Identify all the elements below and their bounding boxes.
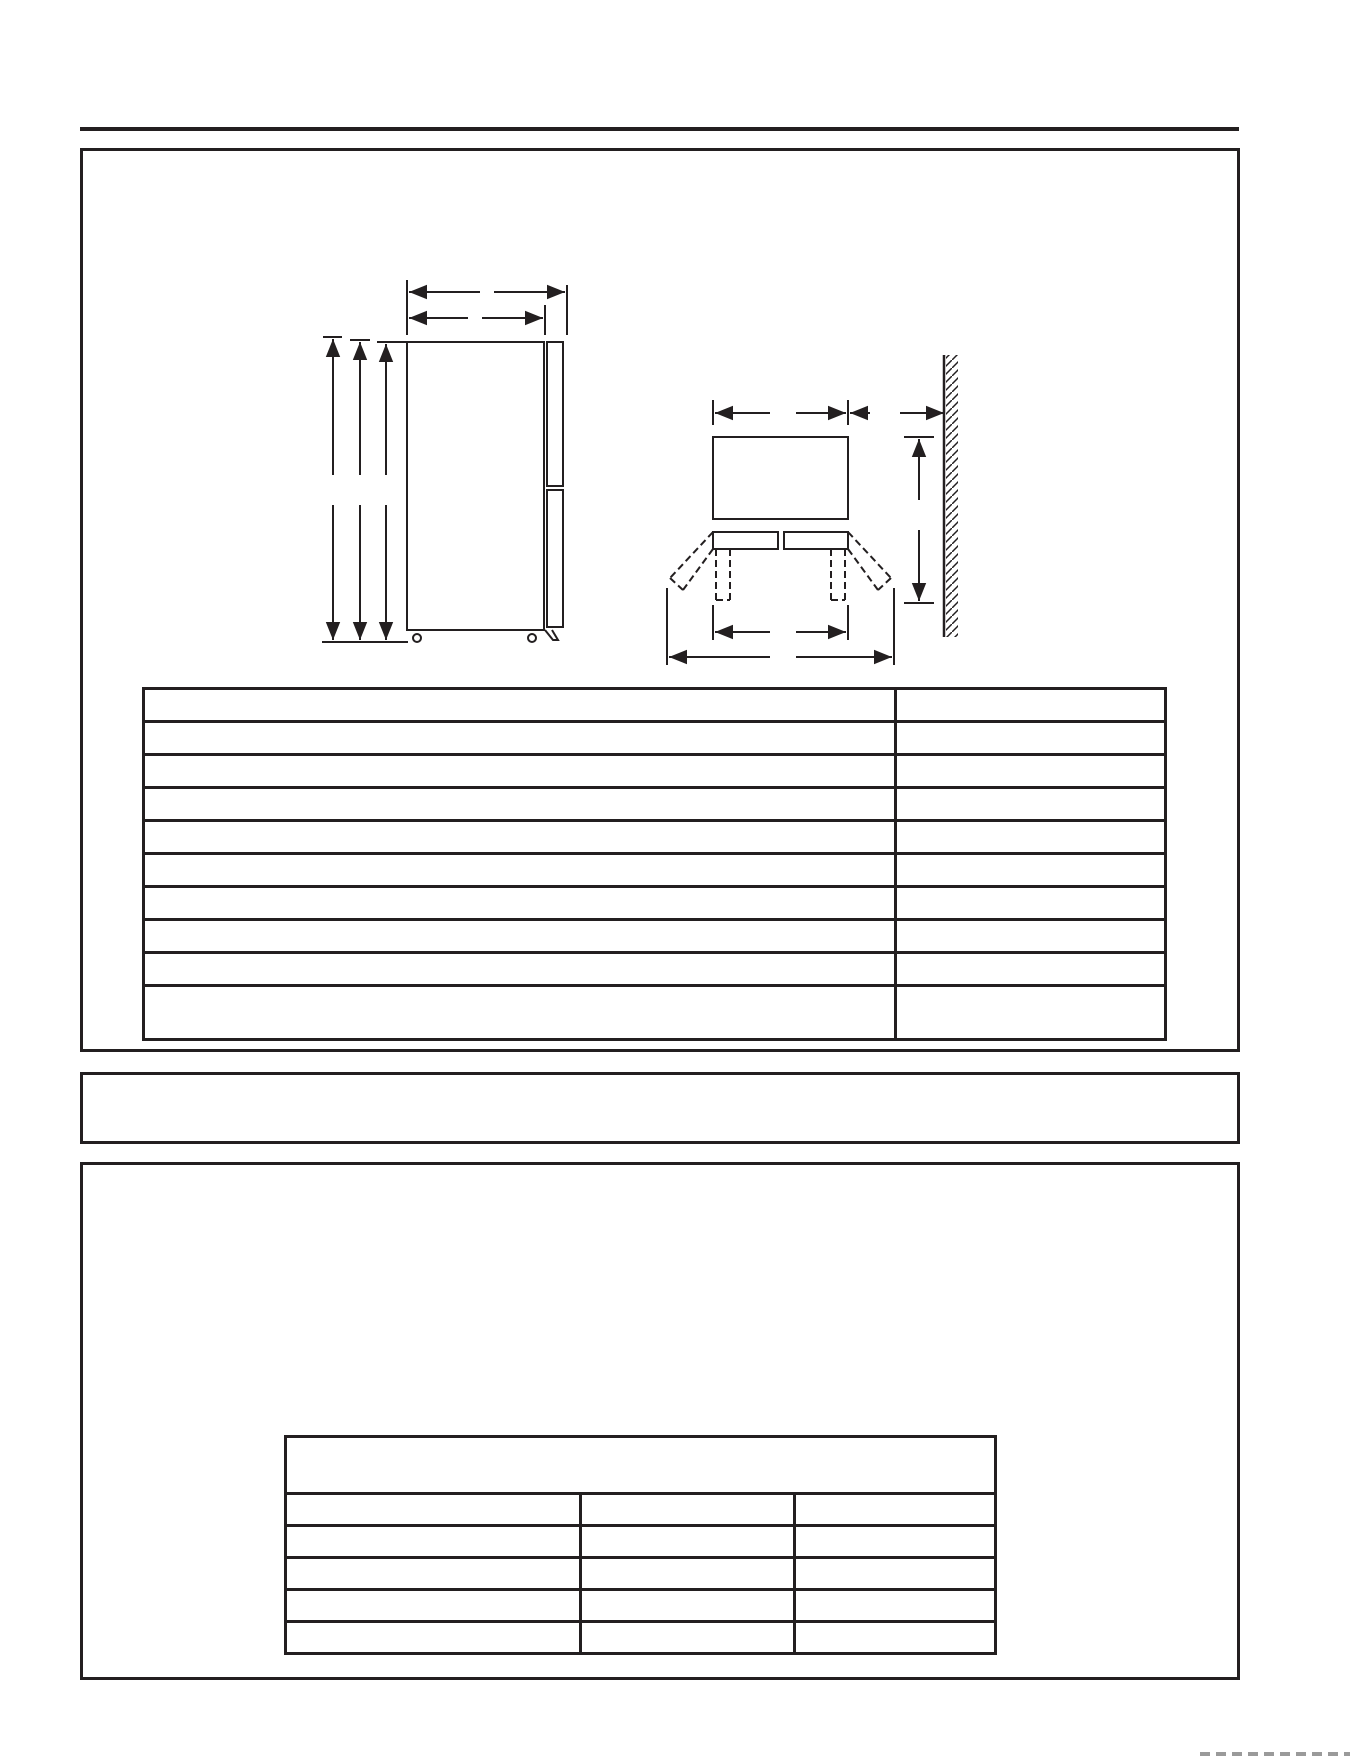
- table-header: [286, 1437, 996, 1494]
- row-value: [896, 689, 1166, 722]
- table-cell: [286, 1590, 581, 1622]
- row-value: [896, 854, 1166, 887]
- table-cell: [795, 1526, 996, 1558]
- row-value: [896, 821, 1166, 854]
- row-label: [144, 755, 896, 788]
- lower-table: [284, 1435, 997, 1655]
- row-label: [144, 986, 896, 1040]
- row-value: [896, 986, 1166, 1040]
- wall-hatch-icon: [946, 355, 958, 637]
- row-value: [896, 953, 1166, 986]
- row-label: [144, 821, 896, 854]
- table-cell: [286, 1622, 581, 1654]
- table-cell: [286, 1494, 581, 1526]
- row-label: [144, 854, 896, 887]
- row-value: [896, 755, 1166, 788]
- table-cell: [581, 1558, 795, 1590]
- table-cell: [795, 1494, 996, 1526]
- table-row: [144, 689, 1166, 722]
- dimensions-table: [142, 687, 1167, 1041]
- table-row: [144, 887, 1166, 920]
- table-row: [144, 953, 1166, 986]
- row-label: [144, 722, 896, 755]
- footer-marks: [1200, 1752, 1350, 1756]
- row-label: [144, 887, 896, 920]
- table-cell: [581, 1590, 795, 1622]
- row-label: [144, 689, 896, 722]
- table-row: [144, 722, 1166, 755]
- table-row: [286, 1494, 996, 1526]
- table-cell: [795, 1590, 996, 1622]
- table-header-row: [286, 1437, 996, 1494]
- table-row: [286, 1622, 996, 1654]
- table-row: [144, 821, 1166, 854]
- refrigerator-side-view-diagram: [322, 280, 567, 642]
- row-label: [144, 788, 896, 821]
- table-row: [144, 920, 1166, 953]
- table-row: [144, 986, 1166, 1040]
- table-row: [286, 1526, 996, 1558]
- refrigerator-top-view-door-swing-diagram: [667, 355, 944, 665]
- table-cell: [581, 1622, 795, 1654]
- table-row: [144, 854, 1166, 887]
- table-row: [144, 788, 1166, 821]
- table-cell: [795, 1558, 996, 1590]
- table-cell: [286, 1558, 581, 1590]
- table-cell: [286, 1526, 581, 1558]
- table-row: [286, 1558, 996, 1590]
- row-value: [896, 887, 1166, 920]
- table-row: [144, 755, 1166, 788]
- table-row: [286, 1590, 996, 1622]
- row-value: [896, 788, 1166, 821]
- row-value: [896, 722, 1166, 755]
- table-cell: [581, 1494, 795, 1526]
- row-value: [896, 920, 1166, 953]
- row-label: [144, 953, 896, 986]
- row-label: [144, 920, 896, 953]
- table-cell: [795, 1622, 996, 1654]
- table-cell: [581, 1526, 795, 1558]
